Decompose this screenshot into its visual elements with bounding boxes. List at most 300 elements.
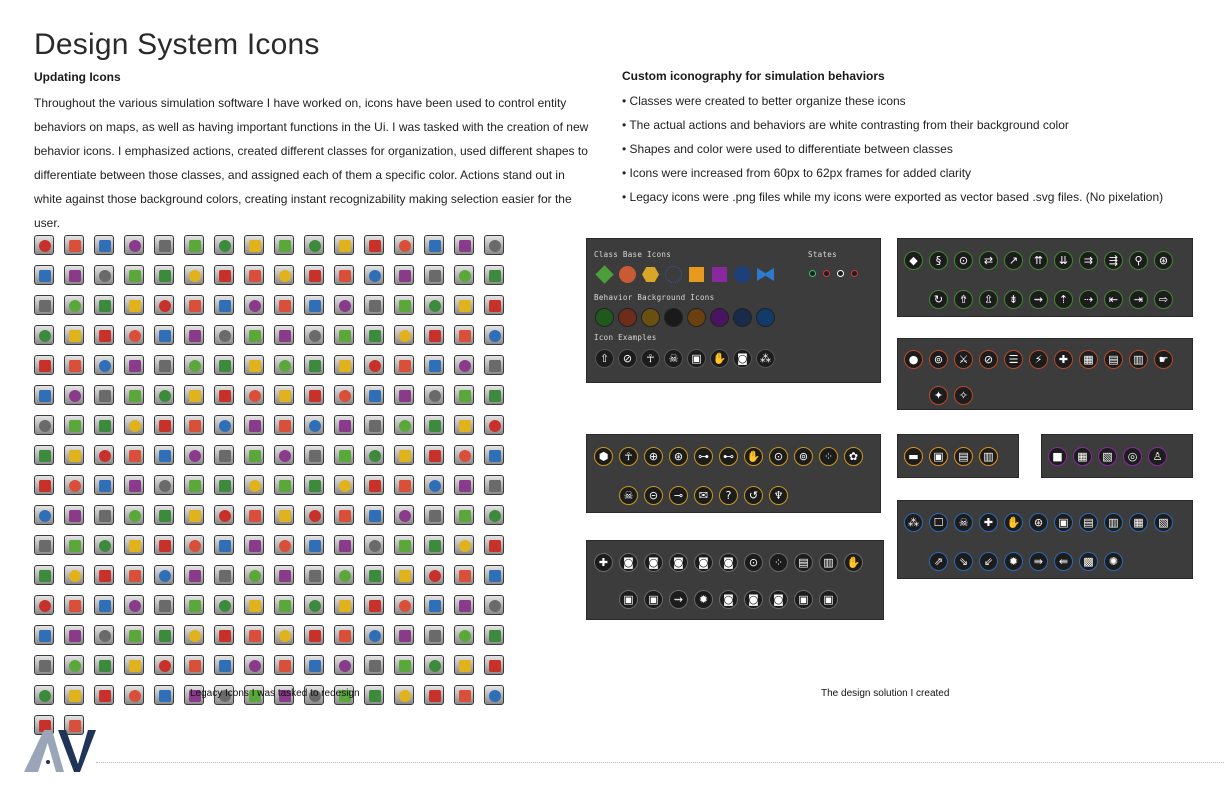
legacy-icon [394, 595, 414, 615]
legacy-icon-mark [339, 420, 351, 432]
legacy-icon [334, 385, 354, 405]
legacy-icon-mark [39, 480, 51, 492]
legacy-icon-mark [279, 270, 291, 282]
legacy-icon-mark [279, 600, 291, 612]
legacy-icon [94, 445, 114, 465]
legacy-icon [304, 535, 324, 555]
legacy-icon-mark [39, 300, 51, 312]
bullet-list [622, 89, 1202, 209]
legacy-icon [424, 595, 444, 615]
legacy-icon-mark [219, 450, 231, 462]
legacy-icon [64, 445, 84, 465]
legacy-icon-mark [429, 390, 441, 402]
legacy-icon-mark [69, 270, 81, 282]
legacy-icon-mark [219, 570, 231, 582]
behavior-icon: ⁂ [904, 513, 923, 532]
legacy-icon [394, 295, 414, 315]
behavior-icon: ☠ [619, 486, 638, 505]
legacy-icon-mark [429, 420, 441, 432]
green-row-1 [904, 251, 1173, 270]
legacy-icon-mark [39, 450, 51, 462]
legacy-icon [94, 235, 114, 255]
legacy-icon [64, 655, 84, 675]
legacy-icon [154, 505, 174, 525]
legacy-icon-mark [69, 300, 81, 312]
behavior-icon: ⊚ [794, 447, 813, 466]
legacy-icon-mark [249, 630, 261, 642]
legacy-icon [424, 385, 444, 405]
legacy-icon-mark [189, 390, 201, 402]
behavior-icon: ✹ [694, 590, 713, 609]
legacy-icon [214, 535, 234, 555]
legacy-icon [184, 385, 204, 405]
legacy-icon [244, 655, 264, 675]
behavior-icon: ▥ [979, 447, 998, 466]
legacy-icon-mark [39, 630, 51, 642]
legacy-icon-mark [369, 240, 381, 252]
legacy-icon [304, 355, 324, 375]
legacy-icon-mark [129, 600, 141, 612]
behavior-icon: ▤ [1079, 513, 1098, 532]
legacy-icon [214, 565, 234, 585]
legacy-icon [484, 325, 504, 345]
legacy-icon-mark [39, 600, 51, 612]
example-icon: ✋ [710, 349, 729, 368]
behavior-icon: ▧ [1154, 513, 1173, 532]
legacy-icon [64, 295, 84, 315]
legacy-icon [154, 565, 174, 585]
legacy-icon [244, 235, 264, 255]
legacy-icon [424, 475, 444, 495]
legacy-icon-mark [399, 600, 411, 612]
legacy-icon [214, 625, 234, 645]
legacy-icon [64, 475, 84, 495]
behavior-icon: ⊙ [769, 447, 788, 466]
legacy-icon [124, 595, 144, 615]
legacy-icon-mark [399, 450, 411, 462]
legacy-icon-mark [39, 240, 51, 252]
legacy-icon [94, 565, 114, 585]
behavior-icon: ▣ [619, 590, 638, 609]
legacy-icon [484, 415, 504, 435]
legacy-icon [64, 235, 84, 255]
legacy-icon-mark [429, 480, 441, 492]
legacy-icon-mark [309, 390, 321, 402]
legacy-icon-mark [429, 660, 441, 672]
legacy-icon [184, 535, 204, 555]
legacy-icon [304, 415, 324, 435]
legacy-icon [94, 355, 114, 375]
example-icon: ⁂ [756, 349, 775, 368]
legacy-icon [454, 445, 474, 465]
legacy-icon-mark [369, 360, 381, 372]
legacy-icon [334, 265, 354, 285]
legacy-icon-mark [69, 660, 81, 672]
class-base-icon [641, 265, 660, 284]
legacy-icon-mark [429, 540, 441, 552]
behavior-icon: ✧ [954, 386, 973, 405]
legacy-icon [244, 505, 264, 525]
legacy-icon [304, 655, 324, 675]
legacy-icon [454, 325, 474, 345]
legacy-icon-mark [189, 510, 201, 522]
legacy-icon-mark [369, 390, 381, 402]
legacy-icon-mark [249, 600, 261, 612]
legacy-icon-mark [339, 510, 351, 522]
legacy-icon-mark [459, 450, 471, 462]
legacy-icon-mark [399, 540, 411, 552]
legacy-icon [394, 385, 414, 405]
legacy-icon [364, 295, 384, 315]
legacy-icon [334, 325, 354, 345]
behavior-icon: ⚔ [954, 350, 973, 369]
legacy-icon-mark [39, 270, 51, 282]
behavior-icon: ⇛ [1029, 552, 1048, 571]
legacy-icon [484, 595, 504, 615]
legacy-icon [34, 505, 54, 525]
legacy-icon-mark [189, 360, 201, 372]
bullet-item: • Icons were increased from 60px to 62px frames for added clarity [622, 166, 972, 180]
legacy-icon [484, 445, 504, 465]
legacy-icon-mark [339, 570, 351, 582]
legacy-icon-mark [459, 510, 471, 522]
legacy-icon-mark [219, 480, 231, 492]
legacy-icon-mark [369, 600, 381, 612]
legacy-icon-mark [489, 450, 501, 462]
legacy-icon [154, 265, 174, 285]
purple-row [1048, 447, 1167, 466]
legacy-icon [424, 565, 444, 585]
behavior-icon: ▤ [794, 553, 813, 572]
legacy-icon [364, 235, 384, 255]
legacy-icon-mark [159, 420, 171, 432]
behavior-icon: ⊘ [979, 350, 998, 369]
legacy-icon-mark [339, 630, 351, 642]
legacy-icon-mark [99, 420, 111, 432]
orange-class-panel [897, 434, 1019, 478]
legacy-icon-mark [429, 690, 441, 702]
yellow-row-2 [619, 486, 788, 505]
legacy-icon [274, 295, 294, 315]
legacy-icon-mark [189, 600, 201, 612]
legacy-icon-mark [129, 630, 141, 642]
legacy-icon [454, 595, 474, 615]
legacy-icon [424, 535, 444, 555]
legacy-icon-mark [69, 690, 81, 702]
behavior-icon: § [929, 251, 948, 270]
legacy-icon [364, 475, 384, 495]
legacy-icon-mark [429, 360, 441, 372]
behavior-icon: ✿ [844, 447, 863, 466]
legacy-icon [244, 265, 264, 285]
behavior-bg-icon [687, 308, 706, 327]
legacy-icon [334, 295, 354, 315]
behavior-icon: ✹ [1004, 552, 1023, 571]
behavior-icon: ⊛ [1029, 513, 1048, 532]
legacy-icon-mark [309, 480, 321, 492]
legacy-icon-mark [69, 240, 81, 252]
class-base-icon [618, 265, 637, 284]
legacy-icon [394, 415, 414, 435]
legacy-icon-mark [69, 480, 81, 492]
legacy-icon-mark [189, 660, 201, 672]
legacy-icon [184, 625, 204, 645]
legacy-icon-mark [159, 660, 171, 672]
legacy-icon-mark [399, 510, 411, 522]
legacy-icon-mark [369, 420, 381, 432]
behavior-icon: ☐ [929, 513, 948, 532]
legacy-icon-mark [249, 510, 261, 522]
legacy-icon-mark [99, 390, 111, 402]
yellow-row-1 [594, 447, 863, 466]
legacy-icon-mark [339, 300, 351, 312]
behavior-icon: ⊷ [719, 447, 738, 466]
legacy-icon-mark [159, 390, 171, 402]
bullet-item: • Shapes and color were used to differentiate between classes [622, 142, 953, 156]
legacy-icon-mark [489, 690, 501, 702]
legacy-icon-mark [459, 540, 471, 552]
legacy-icon [94, 505, 114, 525]
red-row-2 [929, 386, 973, 405]
legacy-icon-mark [39, 690, 51, 702]
legacy-icon [334, 565, 354, 585]
legacy-icon [184, 415, 204, 435]
legacy-icon-mark [189, 480, 201, 492]
legacy-icon [484, 475, 504, 495]
legacy-icon-mark [399, 630, 411, 642]
behavior-icon: ⇡ [1054, 290, 1073, 309]
legacy-icon [154, 295, 174, 315]
legacy-icon [274, 385, 294, 405]
behavior-icon: ⇟ [1004, 290, 1023, 309]
legacy-icon-mark [309, 420, 321, 432]
legacy-icon [94, 655, 114, 675]
legacy-icon [214, 475, 234, 495]
legacy-icon [334, 475, 354, 495]
legacy-icon-mark [69, 450, 81, 462]
example-icon: ▣ [687, 349, 706, 368]
behavior-icon: ▦ [1073, 447, 1092, 466]
legacy-icon [424, 625, 444, 645]
legacy-icon [394, 445, 414, 465]
legacy-icon [394, 625, 414, 645]
page-title: Design System Icons [34, 28, 320, 61]
legacy-icon [154, 415, 174, 435]
legacy-icon-mark [219, 270, 231, 282]
legacy-icon-mark [99, 360, 111, 372]
legacy-icon-mark [129, 420, 141, 432]
behavior-icon: ⇥ [1129, 290, 1148, 309]
legacy-icon [274, 535, 294, 555]
legacy-icon [394, 475, 414, 495]
legacy-icon [124, 295, 144, 315]
behavior-bg-icon [733, 308, 752, 327]
legacy-icon [244, 295, 264, 315]
red-row-1 [904, 350, 1173, 369]
legacy-icon-mark [279, 570, 291, 582]
legacy-icon-mark [159, 300, 171, 312]
behavior-icon: ◙ [644, 553, 663, 572]
behavior-icon: ⇶ [1104, 251, 1123, 270]
legacy-icon [274, 325, 294, 345]
behavior-icon: ☛ [1154, 350, 1173, 369]
behavior-bg-icon [710, 308, 729, 327]
legacy-icon [184, 655, 204, 675]
legacy-icon-mark [219, 330, 231, 342]
behavior-icon: ↺ [744, 486, 763, 505]
legacy-icon-mark [279, 300, 291, 312]
legacy-icon-mark [459, 630, 471, 642]
legacy-icon [394, 235, 414, 255]
legacy-icon [64, 415, 84, 435]
legacy-icon [34, 565, 54, 585]
behavior-icon: ⁘ [769, 553, 788, 572]
legacy-icon-mark [99, 240, 111, 252]
legacy-icon-mark [399, 480, 411, 492]
legacy-icon [124, 475, 144, 495]
legacy-icon-mark [339, 270, 351, 282]
legacy-icon [64, 595, 84, 615]
legacy-icon-mark [459, 420, 471, 432]
legacy-icon [94, 295, 114, 315]
footer-rule [96, 762, 1224, 763]
legacy-icon [454, 535, 474, 555]
legacy-icon-mark [399, 690, 411, 702]
legacy-icon [364, 565, 384, 585]
legacy-icon-mark [399, 660, 411, 672]
legacy-icon [94, 265, 114, 285]
legacy-icon-mark [39, 540, 51, 552]
behavior-icon: ⇮ [954, 290, 973, 309]
legacy-icon-mark [159, 600, 171, 612]
legacy-icon-mark [309, 510, 321, 522]
legacy-icon-mark [489, 540, 501, 552]
legacy-icon-mark [429, 570, 441, 582]
behavior-icon: ♆ [769, 486, 788, 505]
state-indicator [837, 270, 844, 277]
behavior-icon: ⇉ [1079, 251, 1098, 270]
legacy-icon-mark [309, 540, 321, 552]
legacy-icon [64, 535, 84, 555]
legacy-icon [34, 295, 54, 315]
legacy-icon [424, 415, 444, 435]
legacy-icon-mark [189, 540, 201, 552]
legacy-icon-mark [159, 330, 171, 342]
behavior-icon: ▤ [1104, 350, 1123, 369]
legacy-icon [214, 295, 234, 315]
class-base-icon [710, 265, 729, 284]
behavior-icon: ■ [1048, 447, 1067, 466]
legacy-icon [154, 445, 174, 465]
legacy-icon [274, 355, 294, 375]
behavior-icon: ⊚ [929, 350, 948, 369]
legacy-icon-mark [219, 510, 231, 522]
legacy-icon [184, 595, 204, 615]
legacy-icon [244, 445, 264, 465]
legacy-icon-mark [399, 420, 411, 432]
class-base-icon [664, 265, 683, 284]
legacy-icon [274, 265, 294, 285]
legacy-icon-mark [309, 450, 321, 462]
legacy-icon [154, 385, 174, 405]
behavior-icon: ▥ [1129, 350, 1148, 369]
legacy-icon-mark [279, 510, 291, 522]
legacy-icon-mark [159, 570, 171, 582]
behavior-bg-icon [756, 308, 775, 327]
legacy-icon [94, 385, 114, 405]
legacy-icon [154, 535, 174, 555]
behavior-icon: ⇚ [1054, 552, 1073, 571]
behavior-icon: ◙ [694, 553, 713, 572]
behavior-icon: ☥ [619, 447, 638, 466]
legacy-icon [394, 535, 414, 555]
legacy-icon-mark [129, 690, 141, 702]
legacy-icon [484, 565, 504, 585]
legacy-icon [274, 565, 294, 585]
legacy-icon [274, 445, 294, 465]
behavior-icon: ▦ [1079, 350, 1098, 369]
legacy-icon [244, 325, 264, 345]
legacy-icon-mark [279, 450, 291, 462]
legacy-icon [304, 385, 324, 405]
legacy-icon-mark [429, 300, 441, 312]
legacy-icon [34, 385, 54, 405]
legacy-icon-mark [459, 570, 471, 582]
behavior-icon: ▥ [819, 553, 838, 572]
legacy-icon [274, 415, 294, 435]
legacy-icon-mark [129, 270, 141, 282]
behavior-bg-icon [664, 308, 683, 327]
legacy-icon [124, 325, 144, 345]
legacy-icon-mark [399, 360, 411, 372]
legacy-icon-mark [399, 240, 411, 252]
legacy-icon [154, 355, 174, 375]
legacy-icon [334, 655, 354, 675]
behavior-icon: ◙ [769, 590, 788, 609]
legacy-icon-mark [99, 270, 111, 282]
behavior-icon: ⇢ [1079, 290, 1098, 309]
legacy-icon-mark [399, 330, 411, 342]
legacy-icon-mark [309, 570, 321, 582]
legacy-icon-mark [489, 600, 501, 612]
legacy-icon-mark [39, 660, 51, 672]
legacy-icon [184, 505, 204, 525]
legacy-icon [184, 265, 204, 285]
legacy-icon-mark [159, 630, 171, 642]
legacy-icon-mark [69, 360, 81, 372]
legacy-icon-mark [459, 390, 471, 402]
legacy-icon-mark [129, 300, 141, 312]
legacy-icon-mark [339, 240, 351, 252]
legacy-icon-mark [99, 690, 111, 702]
legacy-icon [154, 655, 174, 675]
legacy-icon [154, 685, 174, 705]
legacy-icon [364, 625, 384, 645]
legacy-icon [484, 505, 504, 525]
legacy-icon-mark [39, 330, 51, 342]
legacy-icon-mark [309, 600, 321, 612]
legacy-icon-mark [249, 390, 261, 402]
legacy-icon-mark [99, 630, 111, 642]
behavior-icon: ⊝ [644, 486, 663, 505]
legacy-icon [34, 325, 54, 345]
legacy-icon-mark [339, 480, 351, 492]
icon-examples-row [595, 349, 775, 368]
legacy-icon [154, 475, 174, 495]
legacy-icon [34, 445, 54, 465]
legacy-icon-mark [459, 690, 471, 702]
legacy-icon [364, 385, 384, 405]
